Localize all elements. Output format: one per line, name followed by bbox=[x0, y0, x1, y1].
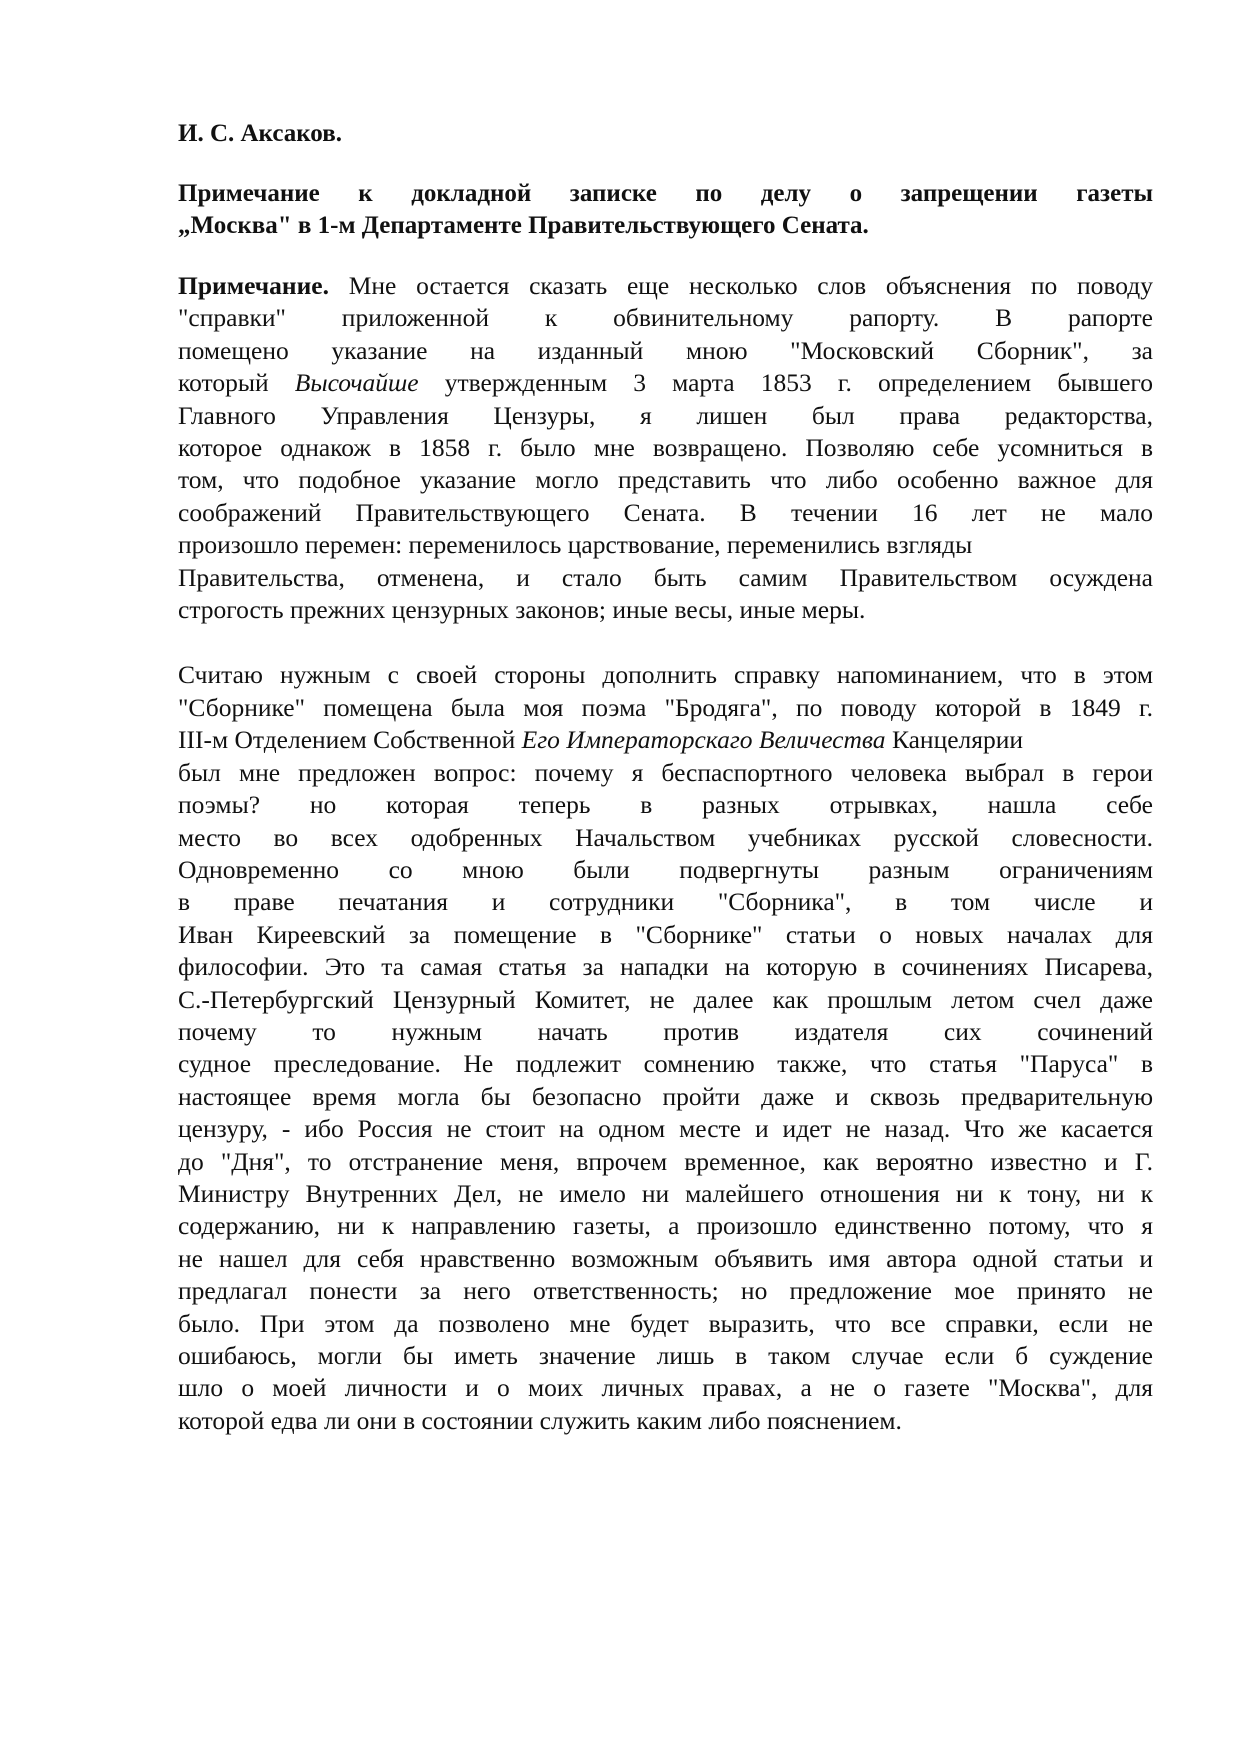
text-line: Иван Киреевский за помещение в "Сборнике" статьи о новых началах для bbox=[178, 919, 1153, 949]
text-line: был мне предложен вопрос: почему я беспаспортного человека выбрал в герои bbox=[178, 757, 1153, 787]
text-line: произошло перемен: переменилось царствование, переменились взгляды bbox=[178, 530, 973, 560]
text-fragment: III-м Отделением Собственной bbox=[178, 725, 522, 755]
text-line: Одновременно со мною были подвергнуты разным ограничениям bbox=[178, 854, 1153, 884]
text-fragment: утвержденным 3 марта 1853 г. определением бывшего bbox=[418, 368, 1153, 398]
text-fragment: Канцелярии bbox=[885, 725, 1024, 755]
text-line: строгость прежних цензурных законов; иные весы, иные меры. bbox=[178, 595, 866, 625]
text-line: Считаю нужным с своей стороны дополнить справку напоминанием, что в этом bbox=[178, 660, 1153, 690]
text-line: предлагал понести за него ответственность; но предложение мое принято не bbox=[178, 1276, 1153, 1306]
text-line: которой едва ли они в состоянии служить каким либо пояснением. bbox=[178, 1405, 902, 1435]
text-line: Главного Управления Цензуры, я лишен был права редакторства, bbox=[178, 400, 1153, 430]
text-line: цензуру, - ибо Россия не стоит на одном месте и идет не назад. Что же касается bbox=[178, 1114, 1153, 1144]
text-line bbox=[178, 367, 1153, 399]
text-line: философии. Это та самая статья за нападки на которую в сочинениях Писарева, bbox=[178, 952, 1153, 982]
text-line: которое однакож в 1858 г. было мне возвращено. Позволяю себе усомниться в bbox=[178, 433, 1153, 463]
document-page bbox=[178, 118, 1153, 1437]
text-fragment: который bbox=[178, 368, 295, 398]
text-line: шло о моей личности и о моих личных правах, а не о газете "Москва", для bbox=[178, 1373, 1153, 1403]
text-line: помещено указание на изданный мною "Московский Сборник", за bbox=[178, 335, 1153, 365]
text-line: соображений Правительствующего Сената. В течении 16 лет не мало bbox=[178, 497, 1153, 527]
text-line: "справки" приложенной к обвинительному рапорту. В рапорте bbox=[178, 303, 1153, 333]
text-line: место во всех одобренных Начальством учебниках русской словесности. bbox=[178, 822, 1153, 852]
text-line: С.-Петербургский Цензурный Комитет, не далее как прошлым летом счел даже bbox=[178, 984, 1153, 1014]
text-line: том, что подобное указание могло представить что либо особенно важное для bbox=[178, 465, 1153, 495]
text-line: настоящее время могла бы безопасно пройти даже и сквозь предварительную bbox=[178, 1081, 1153, 1111]
title-line: Примечание к докладной записке по делу о запрещении газеты bbox=[178, 180, 1153, 207]
paragraph-gap bbox=[178, 626, 1153, 659]
text-line: "Сборнике" помещена была моя поэма "Бродяга", по поводу которой в 1849 г. bbox=[178, 692, 1153, 722]
text-line: до "Дня", то отстранение меня, впрочем временное, как вероятно известно и Г. bbox=[178, 1146, 1153, 1176]
text-line: в праве печатания и сотрудники "Сборника", в том числе и bbox=[178, 887, 1153, 917]
text-line: было. При этом да позволено мне будет выразить, что все справки, если не bbox=[178, 1308, 1153, 1338]
text-line: судное преследование. Не подлежит сомнению также, что статья "Паруса" в bbox=[178, 1049, 1153, 1079]
text-line: Министру Внутренних Дел, не имело ни малейшего отношения ни к тону, ни к bbox=[178, 1178, 1153, 1208]
paragraph-note bbox=[178, 270, 1153, 626]
text-line: Правительства, отменена, и стало быть самим Правительством осуждена bbox=[178, 562, 1153, 592]
text-line: ошибаюсь, могли бы иметь значение лишь в таком случае если б суждение bbox=[178, 1341, 1153, 1370]
text-line: содержанию, ни к направлению газеты, а произошло единственно потому, что я bbox=[178, 1211, 1153, 1241]
italic-text: Высочайше bbox=[294, 368, 419, 398]
text-fragment: Мне остается сказать еще несколько слов объяснения по поводу bbox=[328, 271, 1153, 300]
text-line: поэмы? но которая теперь в разных отрывках, нашла себе bbox=[178, 790, 1153, 820]
document-title bbox=[178, 178, 1153, 242]
author-name: И. С. Аксаков. bbox=[178, 120, 342, 147]
paragraph-main bbox=[178, 659, 1153, 1437]
text-line bbox=[178, 270, 1153, 302]
text-line: не нашел для себя нравственно возможным объявить имя автора одной статьи и bbox=[178, 1243, 1153, 1273]
text-line: почему то нужным начать против издателя сих сочинений bbox=[178, 1016, 1153, 1046]
title-line: „Москва" в 1-м Департаменте Правительствующего Сената. bbox=[178, 212, 869, 239]
italic-text: Его Императорскаго Величества bbox=[521, 725, 886, 755]
text-line bbox=[178, 724, 1153, 756]
note-lead: Примечание. bbox=[178, 271, 329, 300]
